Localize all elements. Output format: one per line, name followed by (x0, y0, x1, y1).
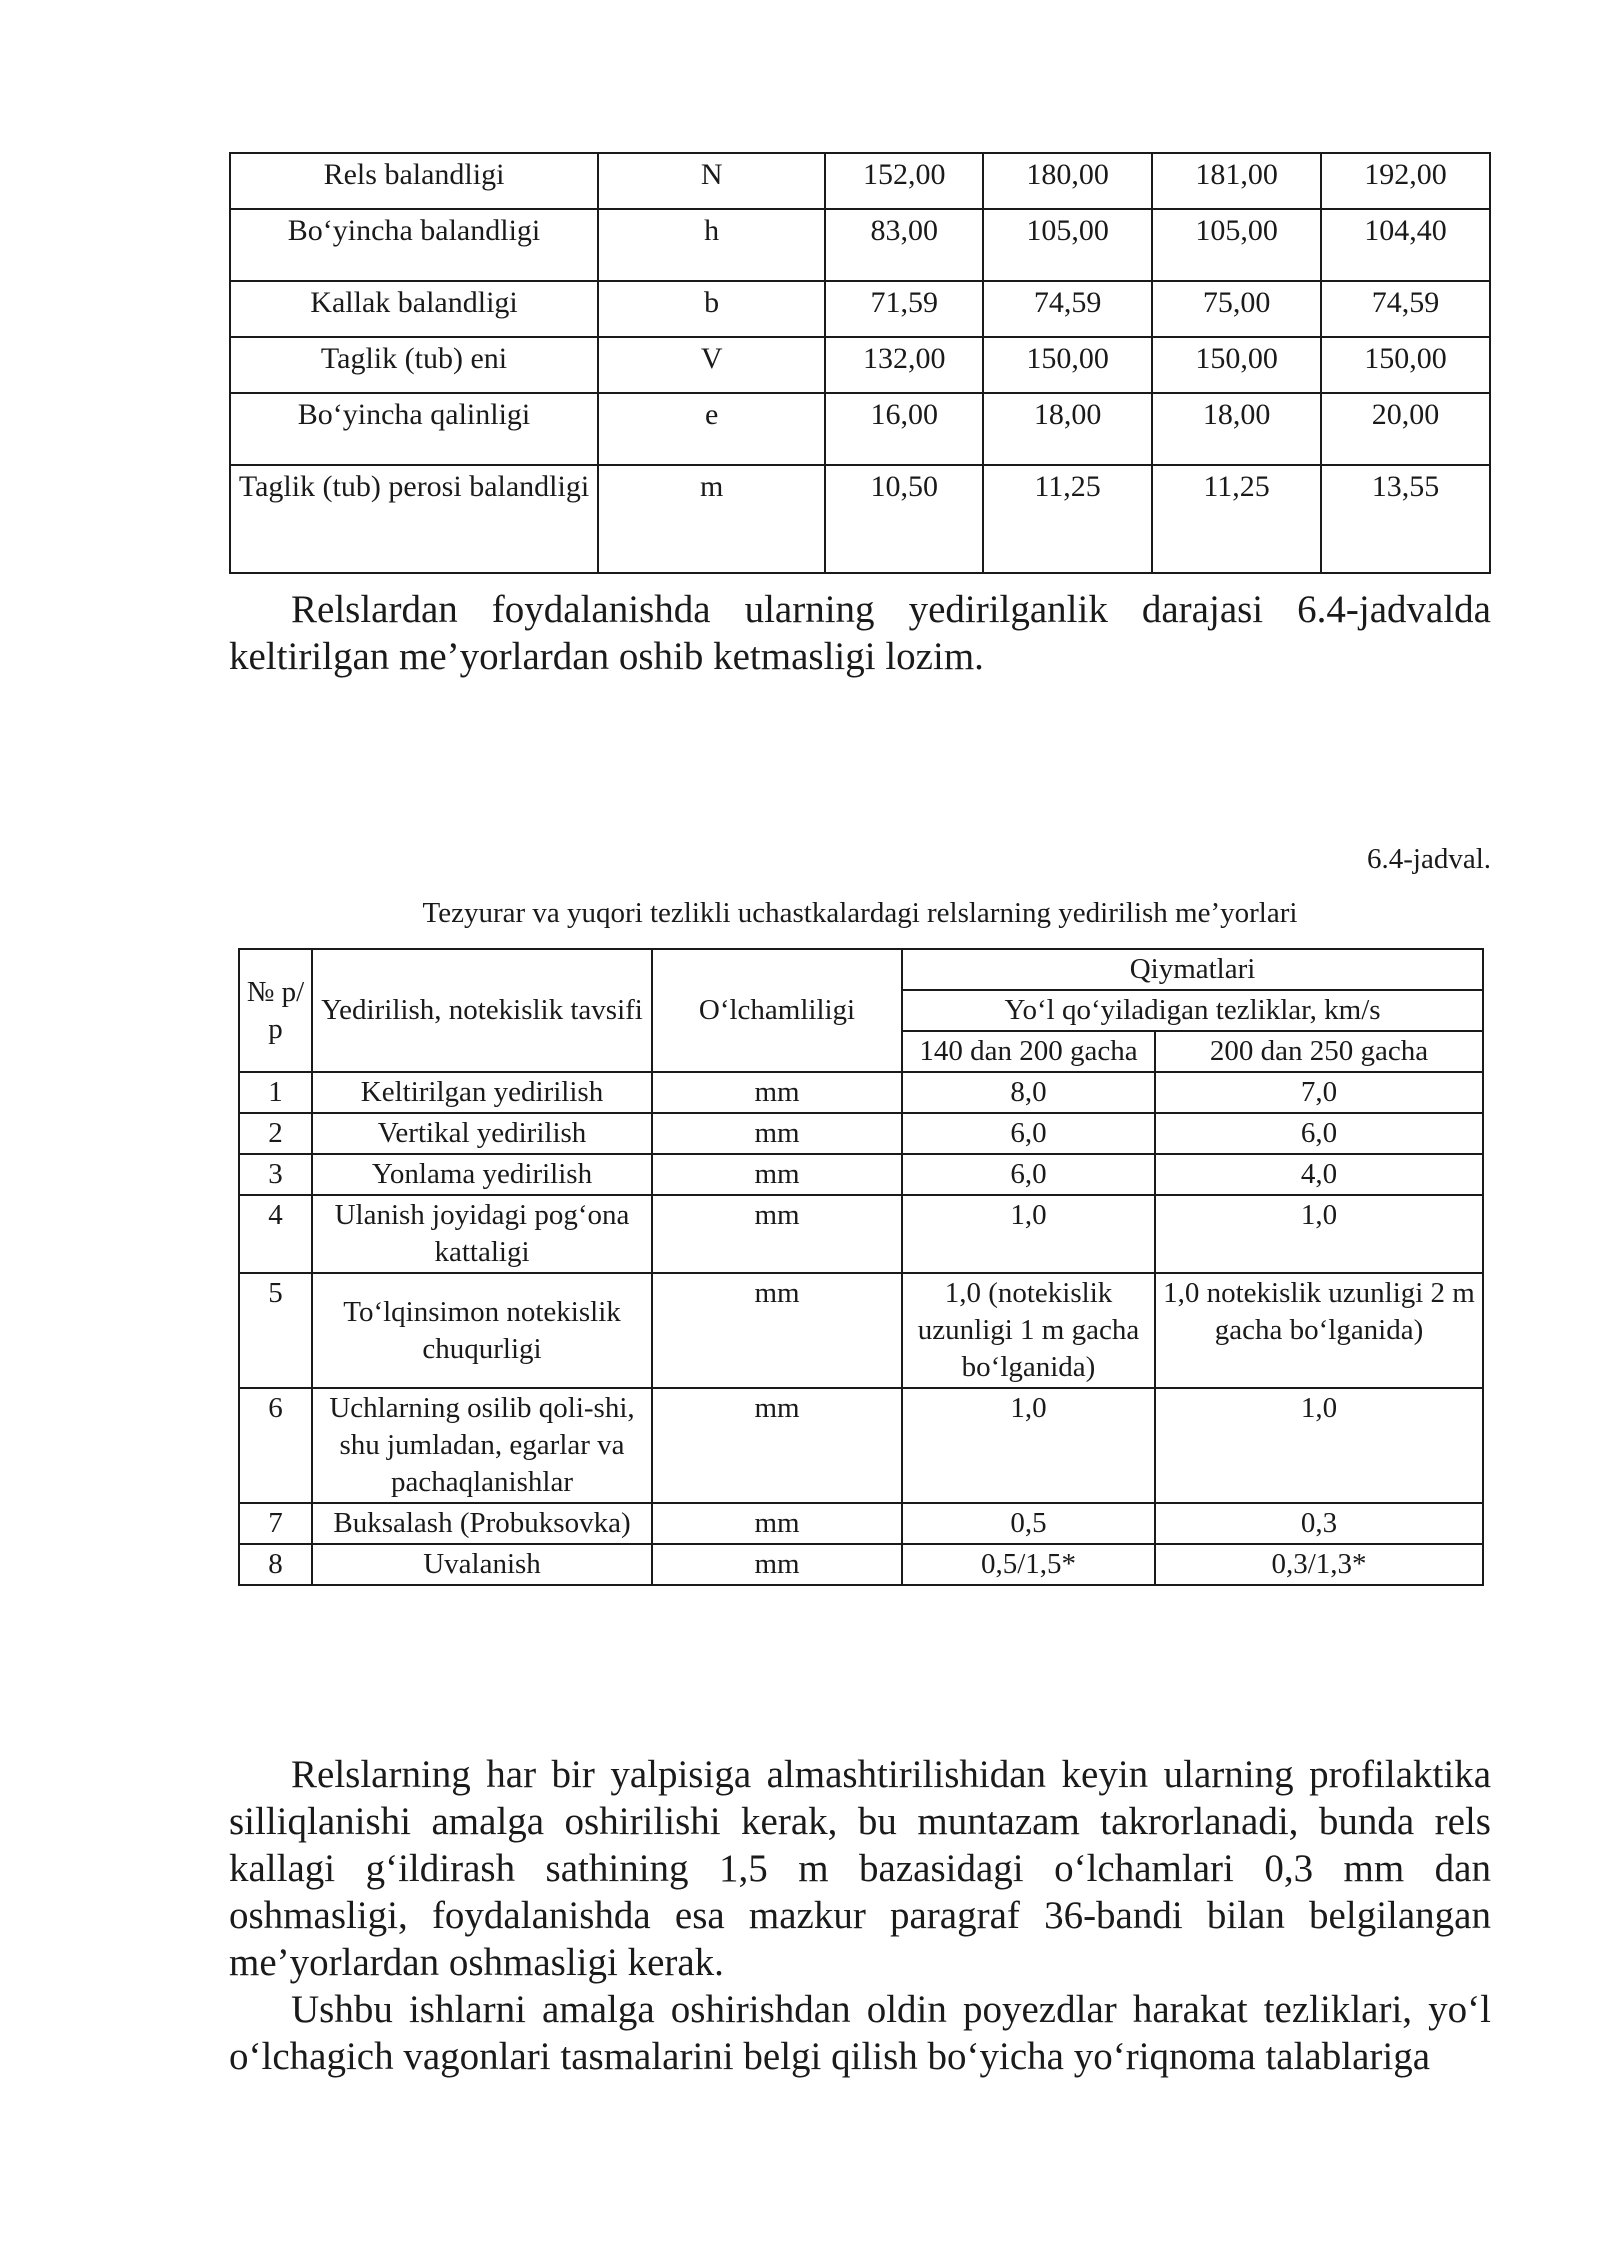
cell-value: 74,59 (983, 281, 1152, 337)
cell-value: 150,00 (1152, 337, 1321, 393)
cell-value: 1,0 (902, 1388, 1155, 1503)
header-num: № p/ p (239, 949, 312, 1072)
cell-value: 152,00 (825, 153, 983, 209)
paragraph-text: Relslardan foydalanishda ularning yedirilganlik darajasi 6.4-jadvalda keltirilgan me’yorlardan oshib ketmasligi lozim. (229, 588, 1491, 678)
cell-symbol: h (598, 209, 825, 281)
table-row (239, 1154, 1483, 1195)
cell-description: Buksalash (Probuksovka) (312, 1503, 652, 1544)
cell-unit: mm (652, 1195, 902, 1273)
cell-value: 180,00 (983, 153, 1152, 209)
paragraph (229, 1751, 1491, 1986)
cell-value: 1,0 (notekislik uzunligi 1 m gacha bo‘lganida) (902, 1273, 1155, 1388)
cell-value: 0,5/1,5* (902, 1544, 1155, 1585)
table-row (239, 1195, 1483, 1273)
cell-value: 6,0 (1155, 1113, 1483, 1154)
cell-value: 1,0 (1155, 1195, 1483, 1273)
cell-value: 18,00 (983, 393, 1152, 465)
cell-value: 1,0 (902, 1195, 1155, 1273)
table-row (230, 337, 1490, 393)
cell-unit: mm (652, 1388, 902, 1503)
cell-value: 71,59 (825, 281, 983, 337)
cell-value: 6,0 (902, 1113, 1155, 1154)
table-row (230, 281, 1490, 337)
cell-value: 6,0 (902, 1154, 1155, 1195)
cell-num: 7 (239, 1503, 312, 1544)
cell-num: 5 (239, 1273, 312, 1388)
wear-norms-table (238, 948, 1484, 1586)
cell-parameter: Bo‘yincha balandligi (230, 209, 598, 281)
cell-value: 7,0 (1155, 1072, 1483, 1113)
cell-symbol: m (598, 465, 825, 573)
header-description: Yedirilish, notekislik tavsifi (312, 949, 652, 1072)
table-row (239, 1113, 1483, 1154)
header-speed-140-200: 140 dan 200 gacha (902, 1031, 1155, 1072)
cell-value: 20,00 (1321, 393, 1490, 465)
cell-num: 6 (239, 1388, 312, 1503)
cell-parameter: Kallak balandligi (230, 281, 598, 337)
cell-symbol: V (598, 337, 825, 393)
header-unit: O‘lchamliligi (652, 949, 902, 1072)
table-number: 6.4-jadval. (1366, 843, 1491, 875)
cell-value: 74,59 (1321, 281, 1490, 337)
cell-value: 16,00 (825, 393, 983, 465)
table-row (230, 465, 1490, 573)
header-row (239, 949, 1483, 990)
cell-symbol: N (598, 153, 825, 209)
cell-value: 1,0 notekislik uzunligi 2 m gacha bo‘lganida) (1155, 1273, 1483, 1388)
table-row (230, 153, 1490, 209)
cell-value: 0,3/1,3* (1155, 1544, 1483, 1585)
paragraph (229, 586, 1491, 680)
cell-value: 13,55 (1321, 465, 1490, 573)
paragraph (229, 1986, 1491, 2080)
cell-value: 0,5 (902, 1503, 1155, 1544)
cell-description: Ulanish joyidagi pog‘ona kattaligi (312, 1195, 652, 1273)
cell-value: 105,00 (983, 209, 1152, 281)
cell-parameter: Bo‘yincha qalinligi (230, 393, 598, 465)
table-row (239, 1273, 1483, 1388)
cell-value: 4,0 (1155, 1154, 1483, 1195)
cell-value: 192,00 (1321, 153, 1490, 209)
paragraph-text: Relslarning har bir yalpisiga almashtirilishidan keyin ularning profilaktika silliqlanishi amalga oshirilishi kerak, bu muntazam takrorlanadi, bunda rels kallagi g‘ildirash sathining 1,5 m bazasidagi o‘lchamlari 0,3 mm dan oshmasligi, foydalanishda esa mazkur paragraf 36-bandi bilan belgilangan me’yorlardan oshmasligi kerak. (229, 1753, 1491, 1984)
cell-value: 11,25 (1152, 465, 1321, 573)
cell-value: 105,00 (1152, 209, 1321, 281)
cell-unit: mm (652, 1154, 902, 1195)
cell-unit: mm (652, 1503, 902, 1544)
cell-value: 10,50 (825, 465, 983, 573)
table-row (239, 1503, 1483, 1544)
cell-num: 1 (239, 1072, 312, 1113)
rail-dimensions-table (229, 152, 1491, 574)
cell-value: 150,00 (1321, 337, 1490, 393)
cell-description: Uchlarning osilib qoli-shi, shu jumladan, egarlar va pachaqlanishlar (312, 1388, 652, 1503)
table-row (239, 1072, 1483, 1113)
cell-num: 3 (239, 1154, 312, 1195)
table-row (239, 1388, 1483, 1503)
cell-description: Yonlama yedirilish (312, 1154, 652, 1195)
cell-description: Keltirilgan yedirilish (312, 1072, 652, 1113)
cell-value: 75,00 (1152, 281, 1321, 337)
header-speed-200-250: 200 dan 250 gacha (1155, 1031, 1483, 1072)
cell-value: 132,00 (825, 337, 983, 393)
cell-symbol: e (598, 393, 825, 465)
table-row (230, 393, 1490, 465)
header-values: Qiymatlari (902, 949, 1483, 990)
cell-parameter: Rels balandligi (230, 153, 598, 209)
cell-unit: mm (652, 1113, 902, 1154)
cell-unit: mm (652, 1273, 902, 1388)
cell-value: 181,00 (1152, 153, 1321, 209)
cell-value: 18,00 (1152, 393, 1321, 465)
cell-value: 0,3 (1155, 1503, 1483, 1544)
cell-num: 4 (239, 1195, 312, 1273)
table-row (239, 1544, 1483, 1585)
paragraph-text: Ushbu ishlarni amalga oshirishdan oldin poyezdlar harakat tezliklari, yo‘l o‘lchagich vagonlari tasmalarini belgi qilish bo‘yicha yo‘riqnoma talablariga (229, 1988, 1491, 2078)
table-title: Tezyurar va yuqori tezlikli uchastkalardagi relslarning yedirilish me’yorlari (422, 897, 1298, 929)
cell-description: To‘lqinsimon notekislik chuqurligi (312, 1273, 652, 1388)
cell-parameter: Taglik (tub) perosi balandligi (230, 465, 598, 573)
cell-value: 8,0 (902, 1072, 1155, 1113)
cell-num: 2 (239, 1113, 312, 1154)
cell-description: Uvalanish (312, 1544, 652, 1585)
cell-value: 104,40 (1321, 209, 1490, 281)
cell-value: 1,0 (1155, 1388, 1483, 1503)
cell-value: 11,25 (983, 465, 1152, 573)
cell-value: 150,00 (983, 337, 1152, 393)
cell-description: Vertikal yedirilish (312, 1113, 652, 1154)
cell-num: 8 (239, 1544, 312, 1585)
header-speeds: Yo‘l qo‘yiladigan tezliklar, km/s (902, 990, 1483, 1031)
cell-unit: mm (652, 1072, 902, 1113)
table-row (230, 209, 1490, 281)
cell-unit: mm (652, 1544, 902, 1585)
cell-parameter: Taglik (tub) eni (230, 337, 598, 393)
cell-value: 83,00 (825, 209, 983, 281)
cell-symbol: b (598, 281, 825, 337)
